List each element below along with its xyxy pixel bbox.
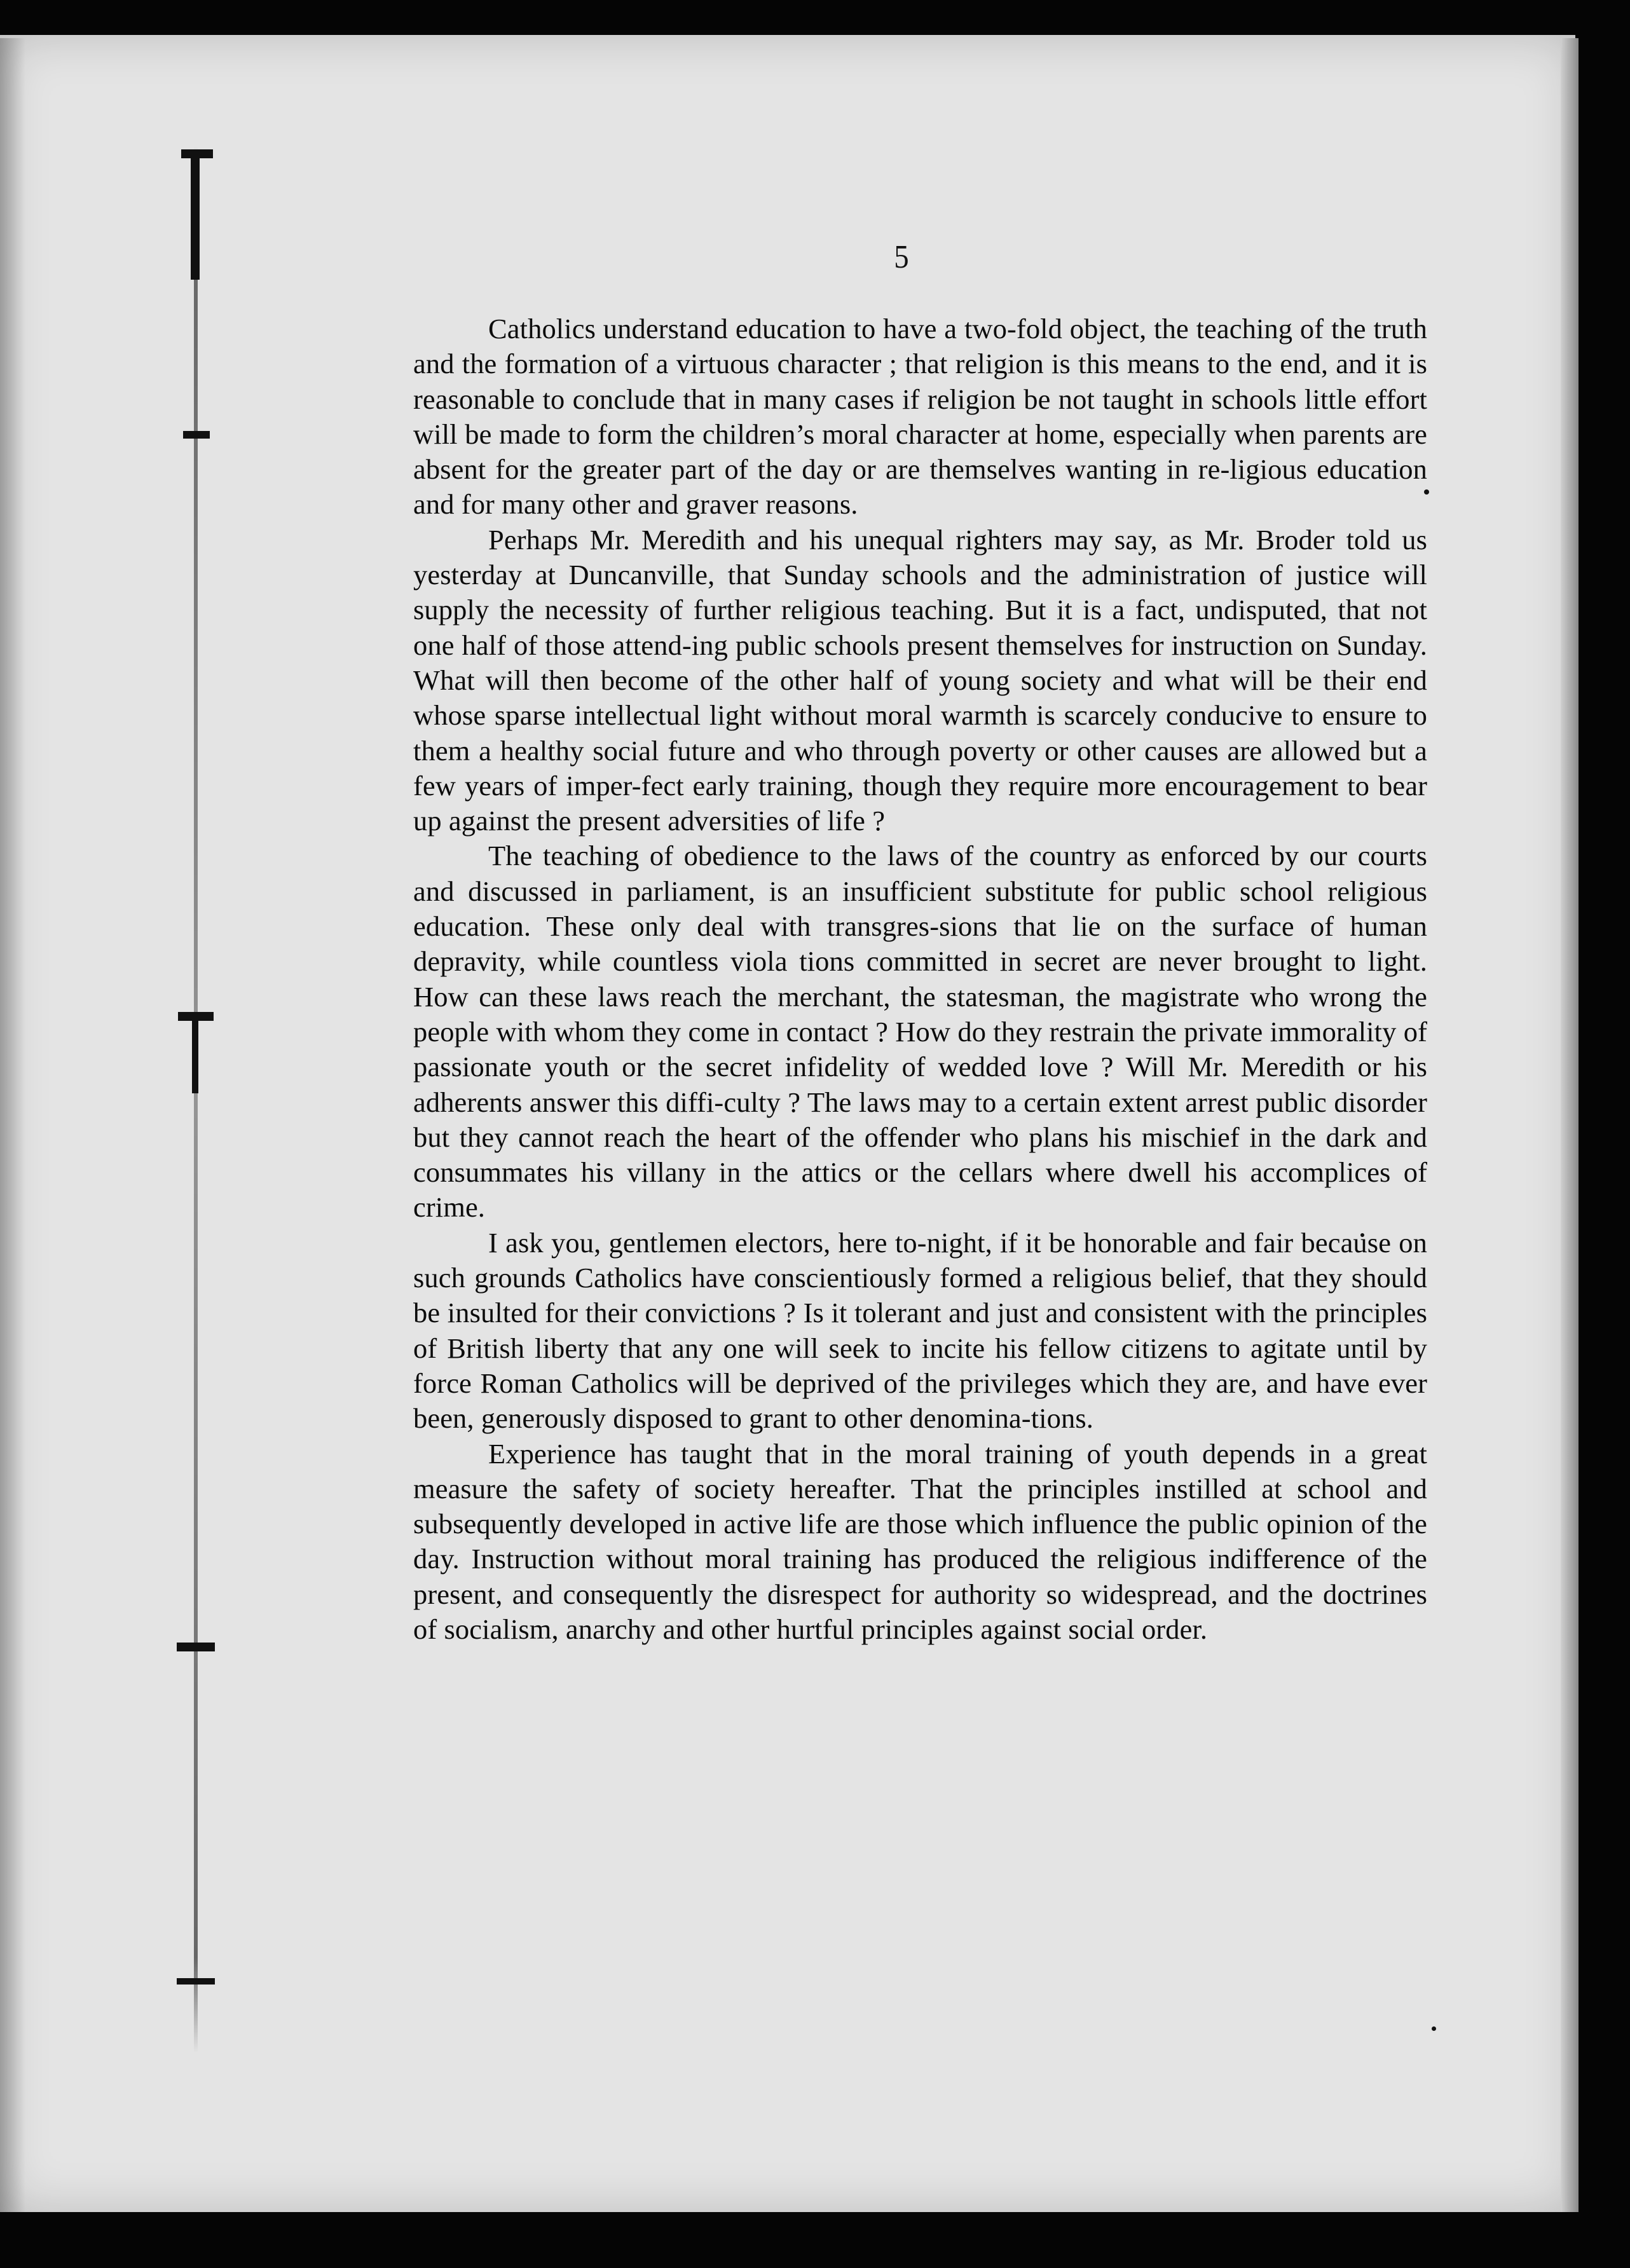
binding-clip-top-stem (191, 153, 200, 280)
page-number: 5 (894, 239, 909, 275)
paragraph-1: Catholics understand education to have a two-fold object, the teaching of the truth and the formation of a virtuous character ; that religion is this means to the end, and it is reasonable to conclude that in many cases if religion be not taught in schools little effort will be made to form the children’s moral character at home, especially when parents are absent for the greater part of the day or are themselves wanting in re-ligious education and for many other and graver reasons. (413, 313, 1427, 521)
paragraph-2: Perhaps Mr. Meredith and his unequal righters may say, as Mr. Broder told us yesterday at Duncanville, that Sunday schools and the administration of justice will supply the necessity of further religious teaching. But it is a fact, undisputed, that not one half of those attend-ing public schools present themselves for instruction on Sunday. What will then become of the other half of young society and what will be their end whose sparse intellectual light without moral warmth is scarcely conducive to ensure to them a healthy social future and who through poverty or other causes are allowed but a few years of imper-fect early training, though they require more encouragement to bear up against the present adversities of life ? (413, 523, 1427, 837)
paragraph-3: The teaching of obedience to the laws of the country as enforced by our courts and discussed in parliament, is an insufficient substitute for public school religious education. These only deal with transgres-sions that lie on the surface of human depravity, while countless viola tions committed in secret are never brought to light. How can these laws reach the merchant, the statesman, the magistrate who wrong the people with whom they come in contact ? How do they restrain the private immorality of passionate youth or the secret infidelity of wedded love ? Will Mr. Meredith or his adherents answer this diffi-culty ? The laws may to a certain extent arrest public disorder but they cannot reach the heart of the offender who plans his mischief in the dark and consummates his villany in the attics or the cellars where dwell his accomplices of crime. (413, 840, 1427, 1224)
page-gutter-shadow (0, 38, 25, 2212)
page-edge (1561, 38, 1579, 2212)
paragraph-4: I ask you, gentlemen electors, here to-night, if it be honorable and fair because on such grounds Catholics have conscientiously formed a religious belief, that they should be insulted for their convictions ? Is it tolerant and just and consistent with the principles of British liberty that any one will seek to incite his fellow citizens to agitate until by force Roman Catholics will be deprived of the privileges which they are, and have ever been, generously disposed to grant to other denomina-tions. (413, 1226, 1427, 1435)
paragraph-5: Experience has taught that in the moral training of youth depends in a great measure the safety of society hereafter. That the principles instilled at school and subsequently developed in active life are those which influence the public opinion of the day. Instruction without moral training has produced the religious indifference of the present, and consequently the disrespect for authority so widespread, and the doctrines of socialism, anarchy and other hurtful principles against social order. (413, 1437, 1427, 1645)
body-text (413, 311, 1427, 1647)
margin-speck (1432, 2026, 1436, 2031)
binding-tick-1 (183, 431, 210, 439)
binding-clip-bottom (177, 1978, 215, 1984)
binding-clip-middle-stem (192, 1017, 198, 1093)
binding-clip-lower (177, 1643, 215, 1651)
